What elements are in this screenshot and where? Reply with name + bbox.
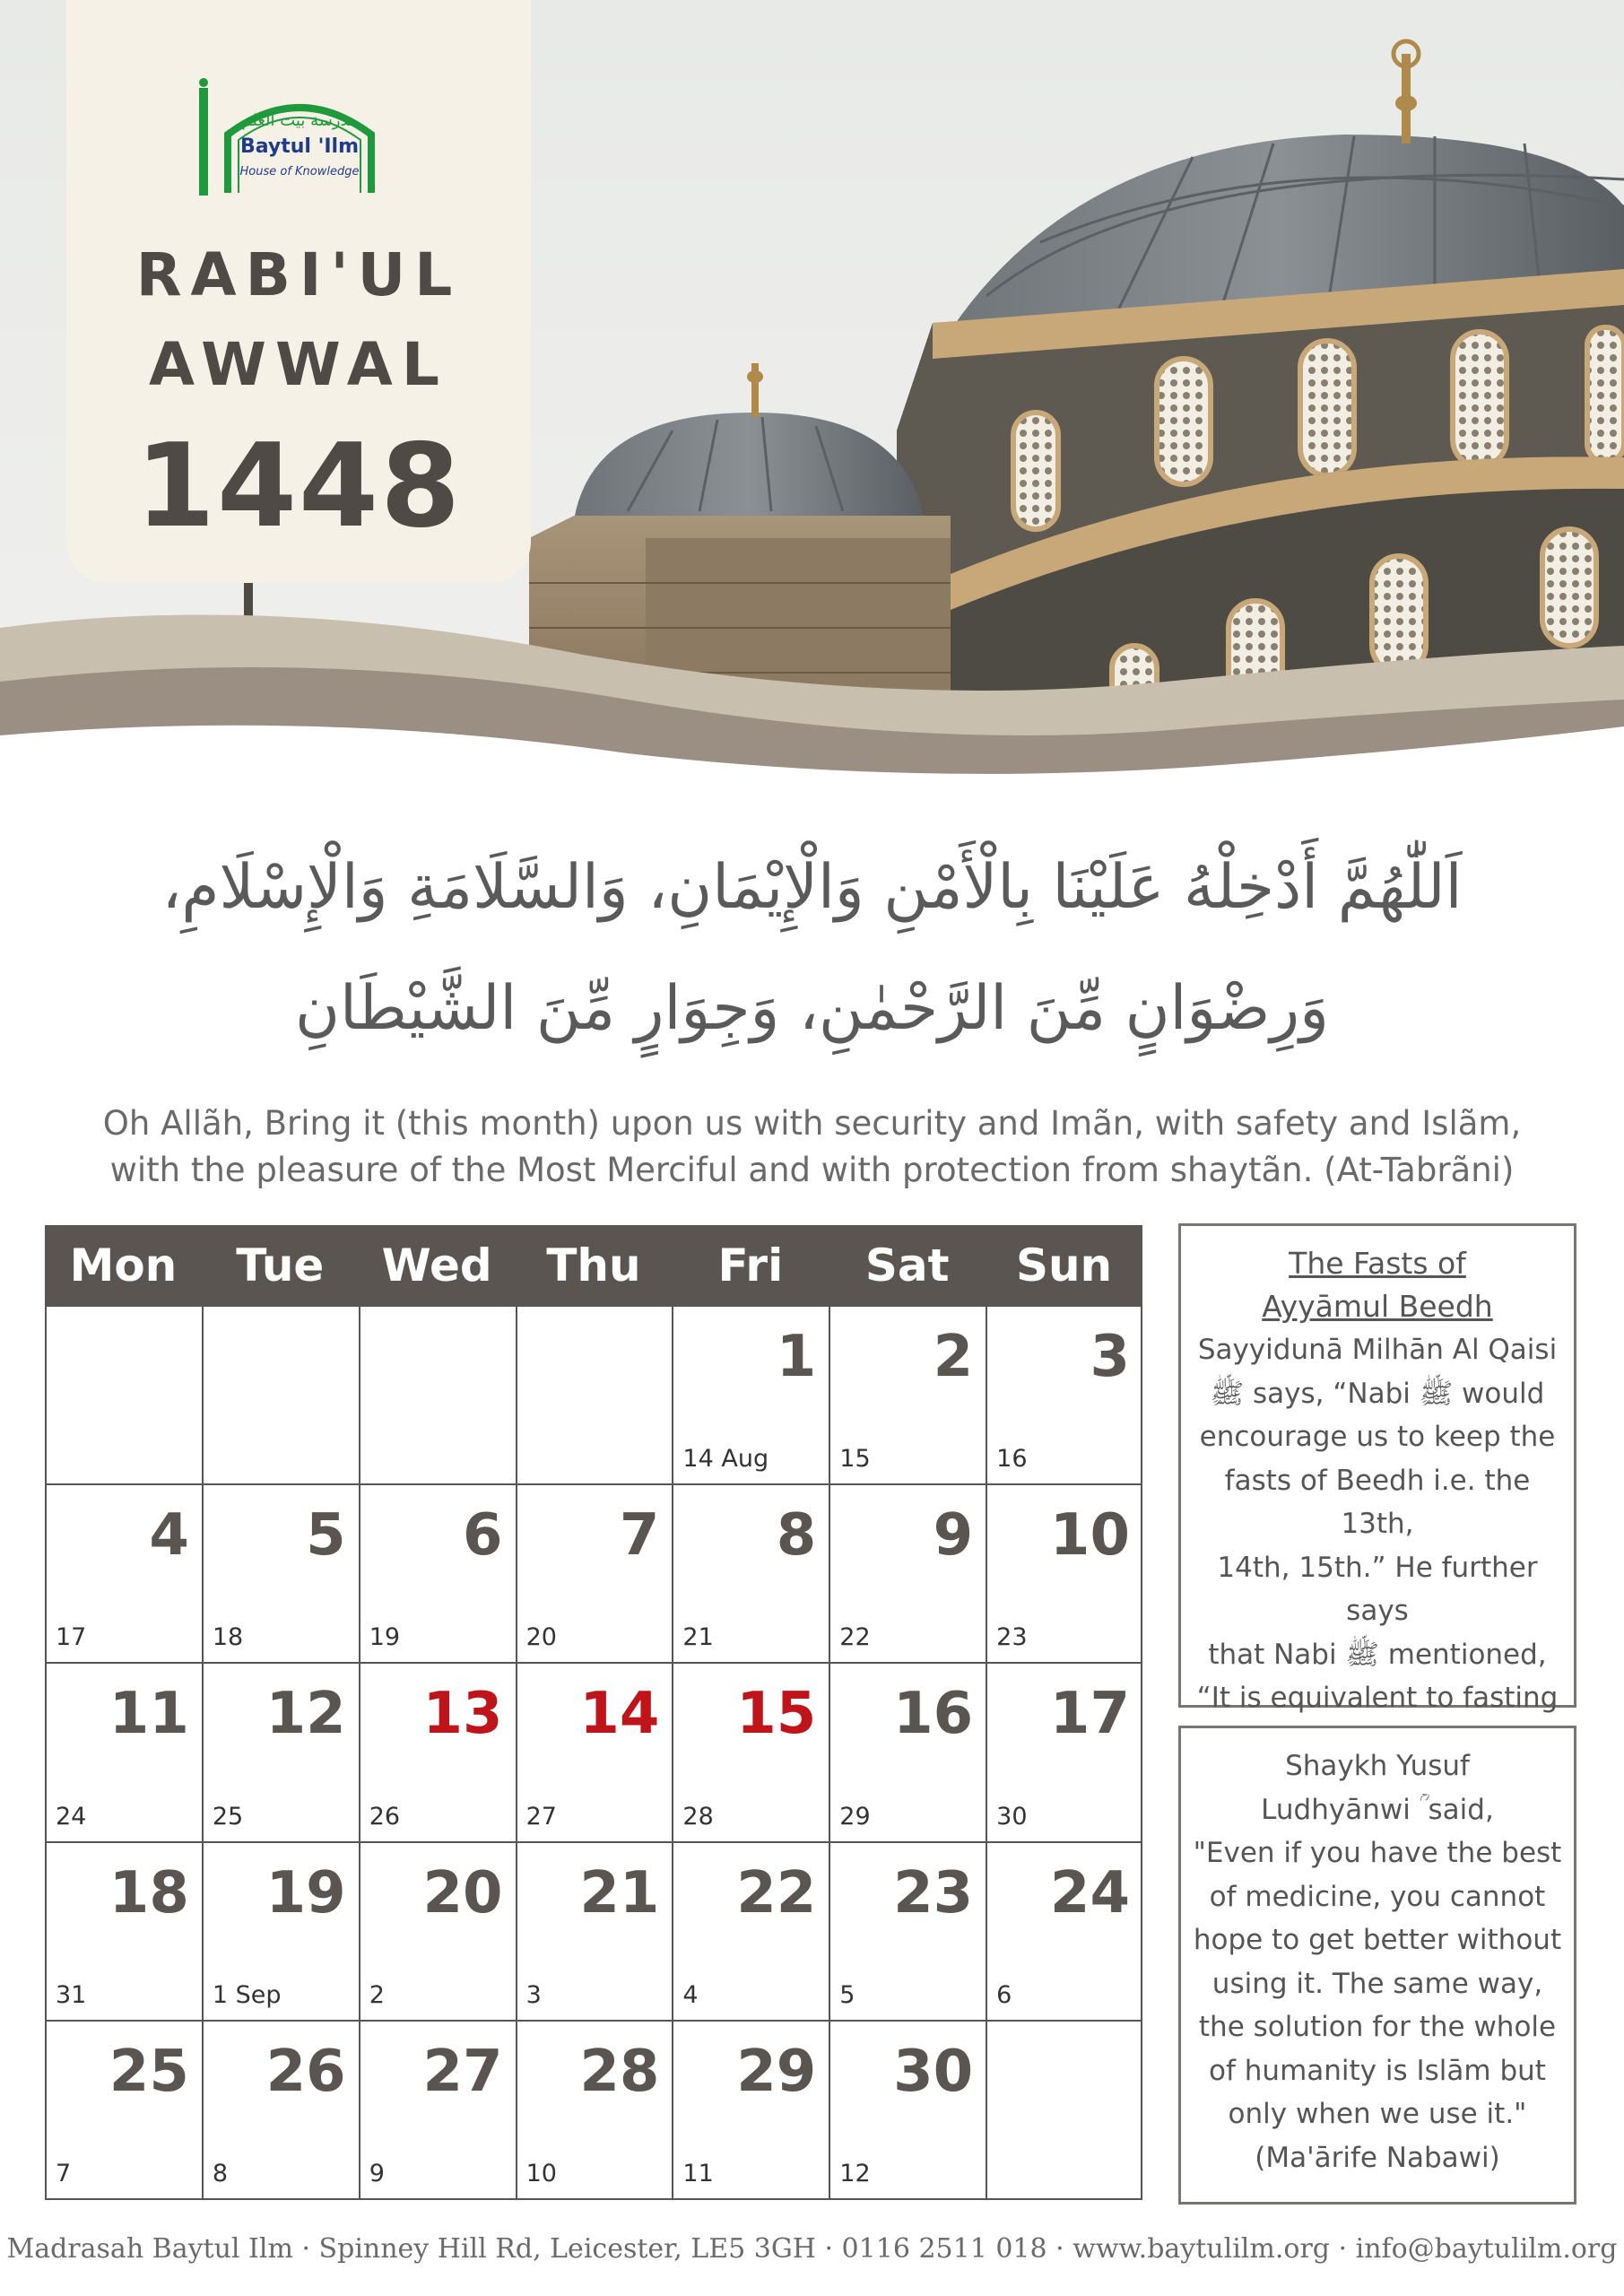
hijri-date-4: 4 — [149, 1502, 189, 1570]
hijri-date-10: 10 — [1049, 1502, 1130, 1570]
hijri-date-17: 17 — [1049, 1681, 1130, 1748]
month-name-line1: RABI'UL — [135, 240, 462, 309]
box-line: 14th, 15th.” He further says — [1217, 1551, 1538, 1627]
month-calendar — [45, 1225, 1142, 2199]
gregorian-date: 17 — [56, 1623, 87, 1652]
hijri-date-13: 13 — [422, 1681, 503, 1748]
gregorian-date: 9 — [369, 2160, 385, 2187]
gregorian-date: 20 — [525, 1623, 557, 1652]
quote-box — [1178, 1726, 1576, 2205]
hijri-date-9: 9 — [933, 1502, 974, 1570]
gregorian-date: 5 — [839, 1980, 855, 2009]
box-line: Shaykh Yusuf — [1285, 1750, 1470, 1782]
box-line: Ludhyānwi ؒ said, — [1261, 1793, 1494, 1826]
weekday-tue: Tue — [236, 1239, 325, 1292]
hijri-date-22: 22 — [736, 1859, 817, 1926]
box-quote-text — [1181, 1744, 1574, 2179]
hijri-date-15: 15 — [736, 1681, 817, 1748]
weekday-mon: Mon — [69, 1239, 178, 1292]
box-line: encourage us to keep the — [1199, 1421, 1556, 1453]
hijri-date-30: 30 — [893, 2038, 974, 2105]
gregorian-date: 2 — [369, 1980, 385, 2009]
hijri-date-23: 23 — [893, 1859, 974, 1926]
gregorian-date: 18 — [212, 1623, 244, 1652]
box-title-line2: Ayyāmul Beedh — [1262, 1289, 1493, 1324]
fasts-of-ayyamul-beedh-box — [1178, 1223, 1576, 1714]
gregorian-date: 24 — [56, 1802, 87, 1831]
title-card — [66, 0, 531, 583]
hijri-date-14: 14 — [579, 1681, 660, 1748]
gregorian-date: 27 — [525, 1802, 557, 1831]
box-line: of humanity is Islām but — [1209, 2054, 1546, 2087]
grid-row-line — [45, 1662, 1142, 1664]
box-line: fasts of Beedh i.e. the 13th, — [1224, 1464, 1531, 1540]
hijri-date-20: 20 — [422, 1859, 503, 1926]
gregorian-date: 3 — [525, 1980, 542, 2009]
hijri-date-29: 29 — [736, 2038, 817, 2105]
gregorian-date: 1 Sep — [212, 1980, 282, 2009]
dua-arabic-line2: وَرِضْوَانٍ مِّنَ الرَّحْمٰنِ، وَجِوَارٍ مِّنَ الشَّيْطَانِ — [295, 973, 1329, 1044]
logo-name: Baytul 'Ilm — [239, 135, 360, 158]
dua-english-line1: Oh Allãh, Bring it (this month) upon us with security and Imãn, with safety and Islãm, — [102, 1104, 1522, 1143]
box-line: "Even if you have the best — [1193, 1837, 1562, 1869]
box-line: ﷺ says, “Nabi ﷺ would — [1210, 1377, 1545, 1410]
hijri-date-3: 3 — [1090, 1324, 1130, 1390]
hijri-date-7: 7 — [619, 1502, 660, 1570]
baytul-ilm-logo — [192, 63, 470, 197]
gregorian-date: 15 — [839, 1445, 871, 1474]
hijri-date-28: 28 — [579, 2038, 660, 2105]
weekday-thu: Thu — [546, 1239, 641, 1292]
hijri-date-2: 2 — [933, 1324, 974, 1390]
logo-tagline: House of Knowledge — [239, 165, 360, 178]
box-line: “It is equivalent to fasting — [1196, 1682, 1559, 1714]
dua-arabic-line1: اَللّٰهُمَّ أَدْخِلْهُ عَلَيْنَا بِالْأَمْنِ وَالْإِيْمَانِ، وَالسَّلَامَةِ وَالْإِسْلَامِ، — [161, 852, 1463, 923]
box-line: using it. The same way, — [1211, 1967, 1543, 2000]
box-title-line1: The Fasts of — [1289, 1246, 1466, 1281]
hijri-date-8: 8 — [776, 1502, 817, 1570]
gregorian-date: 21 — [682, 1623, 714, 1652]
box-line: the solution for the whole — [1198, 2011, 1557, 2043]
gregorian-date: 23 — [996, 1623, 1028, 1652]
gregorian-date: 26 — [369, 1802, 401, 1831]
hijri-date-12: 12 — [265, 1681, 346, 1748]
hijri-date-26: 26 — [265, 2038, 346, 2105]
hijri-date-19: 19 — [265, 1859, 346, 1926]
gregorian-date: 31 — [56, 1980, 87, 2009]
hijri-date-18: 18 — [109, 1859, 189, 1926]
logo-arabic: مدرسة بيت العلم — [241, 111, 358, 130]
box-line: of medicine, you cannot — [1209, 1880, 1546, 1913]
gregorian-date: 12 — [839, 2160, 871, 2187]
gregorian-date: 4 — [682, 1980, 699, 2009]
hijri-date-5: 5 — [306, 1502, 346, 1570]
gregorian-date: 19 — [369, 1623, 401, 1652]
box-line: that Nabi ﷺ mentioned, — [1208, 1638, 1547, 1671]
box-line: only when we use it." — [1228, 2098, 1527, 2130]
footer-contact: Madrasah Baytul Ilm · Spinney Hill Rd, Leicester, LE5 3GH · 0116 2511 018 · www.baytulilm.org · info@baytulilm.org — [6, 2233, 1618, 2265]
grid-row-line — [45, 1483, 1142, 1485]
gregorian-date: 7 — [56, 2160, 72, 2187]
hijri-date-21: 21 — [579, 1859, 660, 1926]
gregorian-date: 14 Aug — [682, 1445, 769, 1474]
grid-row-line — [45, 1305, 1142, 1307]
weekday-wed: Wed — [381, 1239, 492, 1292]
grid-row-line — [45, 1841, 1142, 1843]
month-name-line2: AWWAL — [149, 330, 448, 399]
grid-row-line — [45, 2020, 1142, 2022]
weekday-fri: Fri — [717, 1239, 784, 1292]
hijri-date-11: 11 — [109, 1681, 189, 1748]
hijri-date-6: 6 — [463, 1502, 503, 1570]
gregorian-date: 10 — [525, 2160, 557, 2187]
weekday-sun: Sun — [1015, 1239, 1113, 1292]
box-line: hope to get better without — [1193, 1924, 1562, 1956]
hijri-year: 1448 — [135, 420, 463, 553]
gregorian-date: 22 — [839, 1623, 871, 1652]
weekday-header — [45, 1225, 1142, 1306]
gregorian-date: 6 — [996, 1980, 1012, 2009]
hijri-date-1: 1 — [776, 1324, 817, 1390]
weekday-sat: Sat — [864, 1239, 950, 1292]
dua-english-line2: with the pleasure of the Most Merciful and with protection from shaytãn. (At-Tabrãni) — [109, 1151, 1515, 1189]
grid-col-line — [986, 1306, 987, 2199]
hijri-date-16: 16 — [893, 1681, 974, 1748]
gregorian-date: 11 — [682, 2160, 714, 2187]
gregorian-date: 16 — [996, 1445, 1028, 1474]
grid-col-line — [1141, 1306, 1142, 2199]
gregorian-date: 28 — [682, 1802, 714, 1831]
gregorian-date: 30 — [996, 1802, 1028, 1831]
grid-row-line — [45, 2198, 1142, 2200]
box-hadith-text — [1181, 1328, 1574, 1763]
gregorian-date: 8 — [212, 2160, 229, 2187]
box-line: (Ma'ārife Nabawi) — [1255, 2141, 1500, 2174]
box-line: Sayyidunā Milhān Al Qaisi — [1197, 1334, 1558, 1366]
hijri-date-25: 25 — [109, 2038, 189, 2105]
gregorian-date: 29 — [839, 1802, 871, 1831]
hijri-date-27: 27 — [422, 2038, 503, 2105]
gregorian-date: 25 — [212, 1802, 244, 1831]
hijri-date-24: 24 — [1049, 1859, 1130, 1926]
